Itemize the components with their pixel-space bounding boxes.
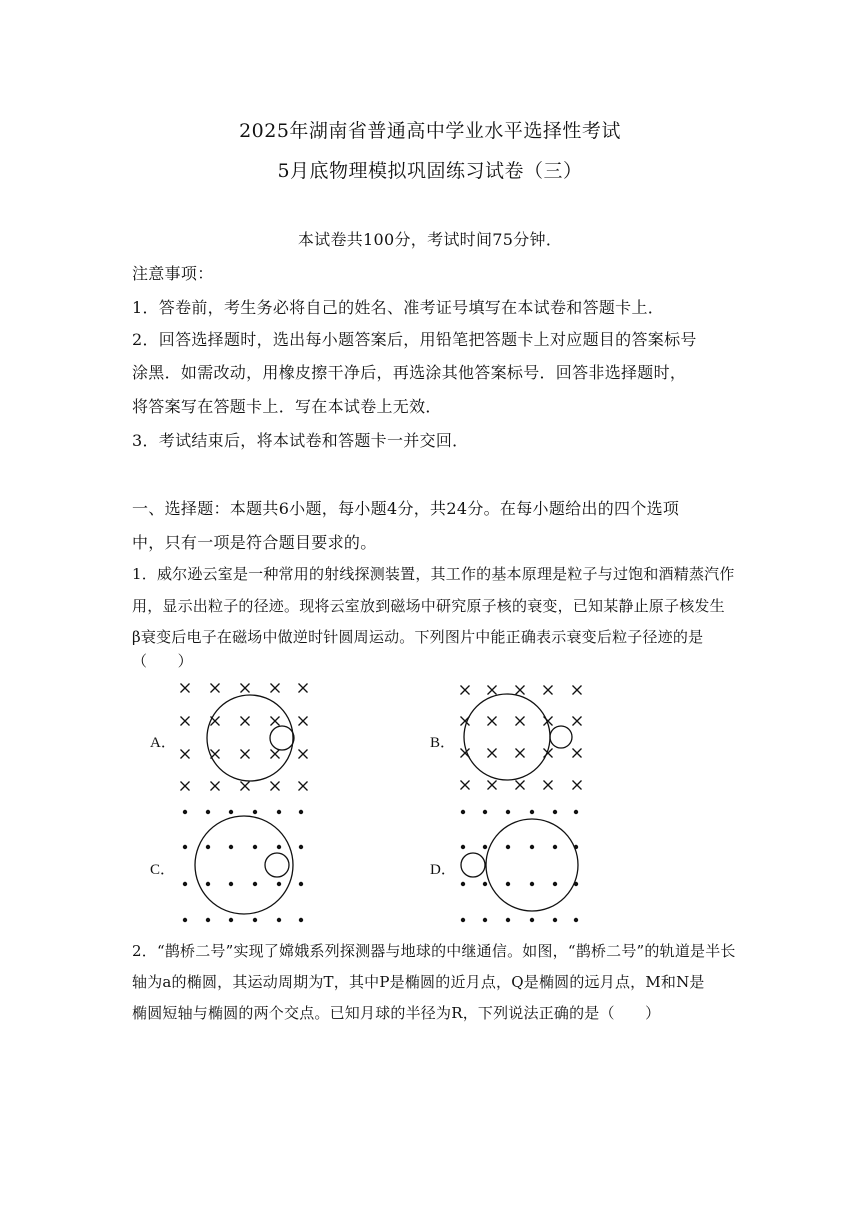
field-out-of-page-mark	[461, 882, 465, 886]
magnetic-field-into-page	[181, 684, 308, 791]
field-into-page-mark	[544, 781, 553, 790]
field-out-of-page-mark	[574, 918, 578, 922]
field-out-of-page-mark	[183, 882, 187, 886]
field-out-of-page-mark	[553, 810, 557, 814]
field-into-page-mark	[573, 781, 582, 790]
electron-track-circle	[486, 819, 578, 911]
section1-heading-line2: 中，只有一项是符合题目要求的。	[132, 533, 377, 552]
field-out-of-page-mark	[530, 845, 534, 849]
field-out-of-page-mark	[530, 810, 534, 814]
field-out-of-page-mark	[299, 845, 303, 849]
field-out-of-page-mark	[483, 882, 487, 886]
field-into-page-mark	[299, 750, 308, 759]
field-out-of-page-mark	[206, 810, 210, 814]
magnetic-field-out-of-page	[461, 810, 578, 922]
field-out-of-page-mark	[277, 810, 281, 814]
field-out-of-page-mark	[206, 882, 210, 886]
field-into-page-mark	[241, 717, 250, 726]
field-out-of-page-mark	[483, 918, 487, 922]
field-out-of-page-mark	[506, 918, 510, 922]
field-into-page-mark	[271, 684, 280, 693]
field-out-of-page-mark	[206, 918, 210, 922]
q1-text-line1: 1．威尔逊云室是一种常用的射线探测装置，其工作的基本原理是粒子与过饱和酒精蒸汽作	[132, 565, 735, 583]
electron-track-circle	[464, 694, 550, 780]
daughter-nucleus-track-circle	[265, 853, 289, 877]
field-out-of-page-mark	[229, 918, 233, 922]
field-into-page-mark	[516, 686, 525, 695]
field-out-of-page-mark	[506, 810, 510, 814]
field-into-page-mark	[461, 686, 470, 695]
field-into-page-mark	[271, 782, 280, 791]
field-out-of-page-mark	[553, 845, 557, 849]
exam-summary: 本试卷共100分，考试时间75分钟．	[297, 230, 563, 249]
field-into-page-mark	[241, 684, 250, 693]
exam-title-line2: 5月底物理模拟巩固练习试卷（三）	[277, 160, 583, 182]
field-out-of-page-mark	[299, 918, 303, 922]
q2-text-line2: 轴为a的椭圆，其运动周期为T，其中P是椭圆的近月点，Q是椭圆的远月点，M和N是	[132, 973, 705, 991]
field-into-page-mark	[181, 717, 190, 726]
magnetic-field-into-page	[461, 686, 582, 790]
option-d-label: D．	[430, 862, 456, 878]
field-out-of-page-mark	[183, 810, 187, 814]
daughter-nucleus-track-circle	[270, 726, 294, 750]
field-into-page-mark	[241, 782, 250, 791]
field-out-of-page-mark	[229, 882, 233, 886]
field-into-page-mark	[488, 717, 497, 726]
notice-item-2-line2: 涂黑．如需改动，用橡皮擦干净后，再选涂其他答案标号．回答非选择题时，	[132, 363, 687, 382]
option-a-label: A．	[150, 735, 176, 751]
field-out-of-page-mark	[506, 882, 510, 886]
field-into-page-mark	[271, 750, 280, 759]
field-into-page-mark	[516, 781, 525, 790]
field-out-of-page-mark	[506, 845, 510, 849]
field-into-page-mark	[488, 781, 497, 790]
field-into-page-mark	[271, 717, 280, 726]
field-out-of-page-mark	[253, 845, 257, 849]
field-out-of-page-mark	[461, 810, 465, 814]
field-out-of-page-mark	[574, 810, 578, 814]
field-into-page-mark	[181, 782, 190, 791]
figure-option-a	[172, 678, 317, 798]
field-out-of-page-mark	[183, 845, 187, 849]
field-into-page-mark	[573, 686, 582, 695]
field-into-page-mark	[544, 686, 553, 695]
field-out-of-page-mark	[253, 882, 257, 886]
field-into-page-mark	[488, 686, 497, 695]
notice-item-3: 3．考试结束后，将本试卷和答题卡一并交回．	[132, 431, 469, 450]
field-into-page-mark	[211, 782, 220, 791]
field-out-of-page-mark	[483, 810, 487, 814]
notice-item-1: 1．答卷前，考生务必将自己的姓名、准考证号填写在本试卷和答题卡上．	[132, 298, 665, 317]
figure-option-b	[450, 678, 595, 798]
q1-answer-blank: （ ）	[132, 652, 193, 670]
notice-heading: 注意事项：	[132, 264, 214, 283]
field-out-of-page-mark	[461, 918, 465, 922]
field-out-of-page-mark	[253, 810, 257, 814]
figure-option-c	[172, 802, 317, 927]
field-out-of-page-mark	[553, 882, 557, 886]
field-into-page-mark	[181, 750, 190, 759]
q1-text-line3: β衰变后电子在磁场中做逆时针圆周运动。下列图片中能正确表示衰变后粒子径迹的是	[132, 628, 704, 646]
field-into-page-mark	[573, 717, 582, 726]
field-into-page-mark	[181, 684, 190, 693]
field-out-of-page-mark	[299, 810, 303, 814]
field-into-page-mark	[488, 749, 497, 758]
option-b-label: B．	[430, 735, 456, 751]
q2-text-line3: 椭圆短轴与椭圆的两个交点。已知月球的半径为R，下列说法正确的是（ ）	[132, 1004, 661, 1022]
q1-text-line2: 用，显示出粒子的径迹。现将云室放到磁场中研究原子核的衰变，已知某静止原子核发生	[132, 597, 725, 615]
field-out-of-page-mark	[229, 845, 233, 849]
field-out-of-page-mark	[530, 918, 534, 922]
exam-title-line1: 2025年湖南省普通高中学业水平选择性考试	[239, 120, 621, 142]
field-out-of-page-mark	[277, 845, 281, 849]
field-out-of-page-mark	[530, 882, 534, 886]
field-into-page-mark	[241, 750, 250, 759]
magnetic-field-out-of-page	[183, 810, 303, 922]
field-into-page-mark	[299, 782, 308, 791]
field-out-of-page-mark	[483, 845, 487, 849]
electron-track-circle	[195, 816, 293, 914]
electron-track-circle	[207, 695, 293, 781]
section1-heading-line1: 一、选择题：本题共6小题，每小题4分，共24分。在每小题给出的四个选项	[132, 499, 680, 518]
field-out-of-page-mark	[461, 845, 465, 849]
option-c-label: C．	[150, 862, 176, 878]
notice-item-2-line1: 2．回答选择题时，选出每小题答案后，用铅笔把答题卡上对应题目的答案标号	[132, 330, 697, 349]
daughter-nucleus-track-circle	[461, 853, 485, 877]
field-into-page-mark	[299, 717, 308, 726]
field-into-page-mark	[516, 749, 525, 758]
notice-item-2-line3: 将答案写在答题卡上．写在本试卷上无效．	[132, 397, 442, 416]
figure-option-d	[450, 802, 595, 927]
field-out-of-page-mark	[553, 918, 557, 922]
q2-text-line1: 2．“鹊桥二号”实现了嫦娥系列探测器与地球的中继通信。如图，“鹊桥二号”的轨道是半长	[132, 942, 736, 960]
field-out-of-page-mark	[183, 918, 187, 922]
field-into-page-mark	[573, 749, 582, 758]
field-out-of-page-mark	[277, 918, 281, 922]
field-out-of-page-mark	[253, 918, 257, 922]
field-out-of-page-mark	[299, 882, 303, 886]
field-out-of-page-mark	[229, 810, 233, 814]
field-out-of-page-mark	[277, 882, 281, 886]
field-out-of-page-mark	[206, 845, 210, 849]
field-into-page-mark	[211, 684, 220, 693]
field-into-page-mark	[516, 717, 525, 726]
field-into-page-mark	[461, 781, 470, 790]
daughter-nucleus-track-circle	[550, 726, 572, 748]
field-into-page-mark	[299, 684, 308, 693]
